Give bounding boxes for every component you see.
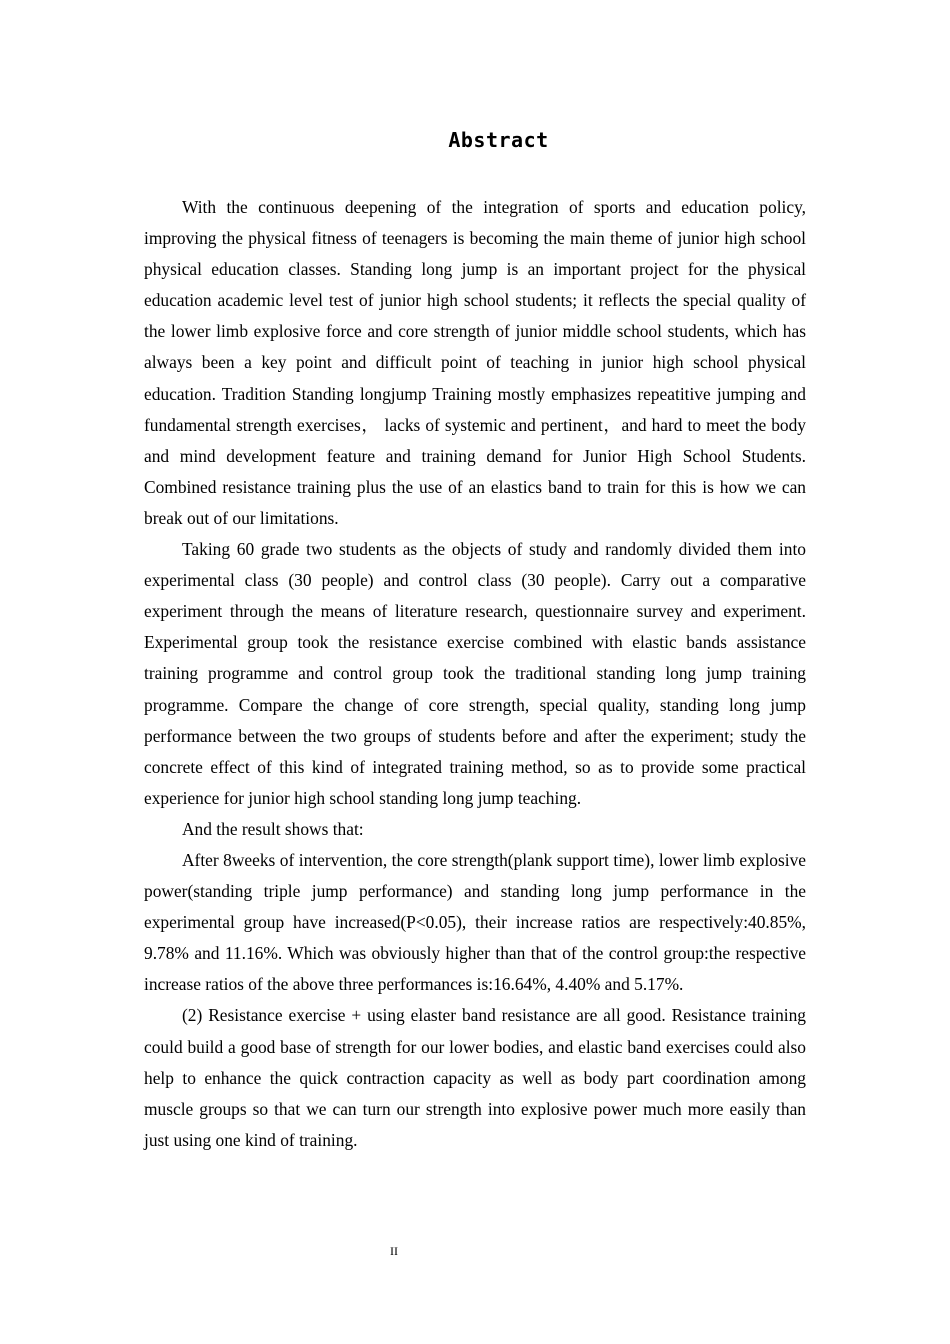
- abstract-paragraph-3: And the result shows that:: [182, 818, 364, 839]
- abstract-paragraph-1: With the continuous deepening of the integration of sports and education policy, improving the physical fitness of teenagers is becoming the main theme of junior high school physical education classes. Standing long jump is an important project for the physical education academic level test of junior high school students; it reflects the special quality of the lower limb explosive force and core strength of junior middle school students, which has always been a key point and difficult point of teaching in junior high school physical education. Tradition Standing longjump Training mostly emphasizes repeatitive jumping and fundamental strength exercises， lacks of systemic and pertinent，and hard to meet the body and mind development feature and training demand for Junior High School Students. Combined resistance training plus the use of an elastics band to train for this is how we can break out of our limitations.: [144, 197, 806, 528]
- abstract-paragraph-4: After 8weeks of intervention, the core strength(plank support time), lower limb explosive power(standing triple jump performance) and standing long jump performance in the experimental group have increased(P<0.05), their increase ratios are respectively:40.85%, 9.78% and 11.16%. Which was obviously higher than that of the control group:the respective increase ratios of the above three performances is:16.64%, 4.40% and 5.17%.: [144, 849, 806, 995]
- abstract-body: [144, 192, 806, 1156]
- page-number: II: [390, 1244, 398, 1258]
- abstract-paragraph-2: Taking 60 grade two students as the objects of study and randomly divided them into experimental class (30 people) and control class (30 people). Carry out a comparative experiment through the means of literature research, questionnaire survey and experiment. Experimental group took the resistance exercise combined with elastic bands assistance training programme and control group took the traditional standing long jump training programme. Compare the change of core strength, special quality, standing long jump performance between the two groups of students before and after the experiment; study the concrete effect of this kind of integrated training method, so as to provide some practical experience for junior high school standing long jump teaching.: [144, 539, 806, 808]
- page-title: Abstract: [448, 128, 549, 152]
- abstract-paragraph-5: (2) Resistance exercise + using elaster band resistance are all good. Resistance training could build a good base of strength for our lower bodies, and elastic band exercises could also help to enhance the quick contraction capacity as well as body part coordination among muscle groups so that we can turn our strength into explosive power much more easily than just using one kind of training.: [144, 1005, 806, 1150]
